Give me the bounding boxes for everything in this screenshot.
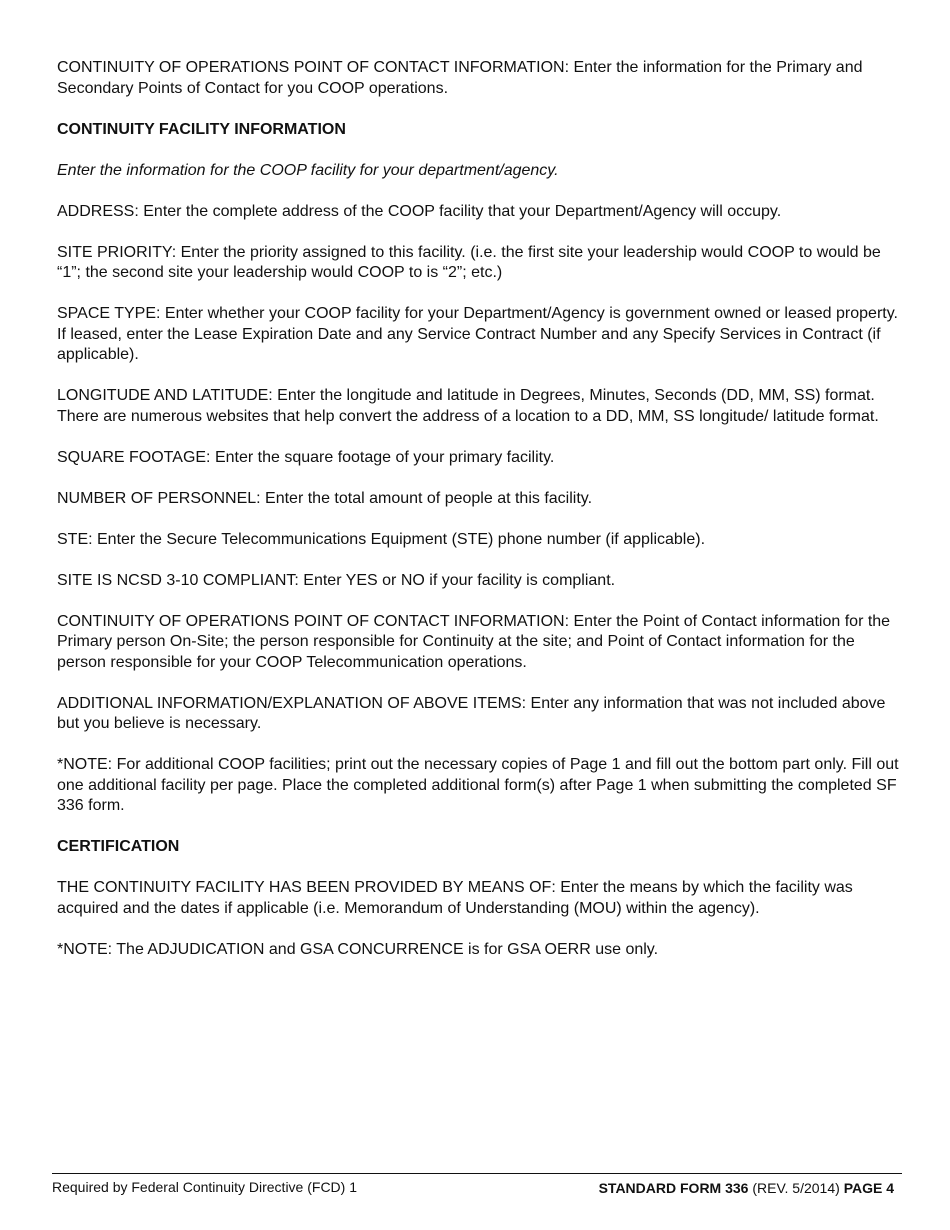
para-provided-by: THE CONTINUITY FACILITY HAS BEEN PROVIDED BY MEANS OF: Enter the means by which the facility was acquired and the dates if applicable (i.e. Memorandum of Understanding (MOU) within the agency).	[57, 879, 853, 917]
footer-revision: (REV. 5/2014)	[748, 1180, 844, 1196]
para-ncsd-compliant: SITE IS NCSD 3-10 COMPLIANT: Enter YES or NO if your facility is compliant.	[57, 571, 616, 589]
para-facility-intro: Enter the information for the COOP facility for your department/agency.	[57, 161, 559, 179]
para-address: ADDRESS: Enter the complete address of the COOP facility that your Department/Agency will occupy.	[57, 202, 782, 220]
para-ste: STE: Enter the Secure Telecommunications Equipment (STE) phone number (if applicable).	[57, 530, 706, 548]
para-note-adjudication: *NOTE: The ADJUDICATION and GSA CONCURRENCE is for GSA OERR use only.	[57, 940, 659, 958]
para-note-facilities: *NOTE: For additional COOP facilities; print out the necessary copies of Page 1 and fill out the bottom part only. Fill out one additional facility per page. Place the completed additional form(s) after Page 1 when submitting the completed SF 336 form.	[57, 756, 899, 814]
para-coop-poc-site: CONTINUITY OF OPERATIONS POINT OF CONTACT INFORMATION: Enter the Point of Contact information for the Primary person On-Site; the person responsible for Continuity at the site; and Point of Contact information for the person responsible for your COOP Telecommunication operations.	[57, 612, 891, 671]
para-square-footage: SQUARE FOOTAGE: Enter the square footage of your primary facility.	[57, 448, 555, 466]
para-number-of-personnel: NUMBER OF PERSONNEL: Enter the total amount of people at this facility.	[57, 489, 593, 507]
footer-form-id	[599, 1180, 894, 1196]
section-heading-certification: CERTIFICATION	[57, 838, 180, 855]
para-additional-info: ADDITIONAL INFORMATION/EXPLANATION OF ABOVE ITEMS: Enter any information that was not included above but you believe is necessary.	[57, 694, 886, 732]
footer-form-name: STANDARD FORM 336	[598, 1180, 749, 1196]
footer-divider	[52, 1173, 902, 1174]
section-heading-facility: CONTINUITY FACILITY INFORMATION	[57, 120, 346, 138]
para-coop-poc: CONTINUITY OF OPERATIONS POINT OF CONTACT INFORMATION: Enter the information for the Primary and Secondary Points of Contact for you COOP operations.	[57, 59, 863, 97]
footer-page-number: PAGE 4	[843, 1180, 894, 1196]
footer-directive: Required by Federal Continuity Directive (FCD) 1	[52, 1179, 357, 1195]
para-space-type: SPACE TYPE: Enter whether your COOP facility for your Department/Agency is government owned or leased property. If leased, enter the Lease Expiration Date and any Service Contract Number and any Specify Services in Contract (if applicable).	[57, 305, 898, 363]
para-site-priority: SITE PRIORITY: Enter the priority assigned to this facility. (i.e. the first site your leadership would COOP to would be “1”; the second site your leadership would COOP to is “2”; etc.)	[57, 243, 881, 281]
document-body	[57, 58, 905, 981]
para-longitude-latitude: LONGITUDE AND LATITUDE: Enter the longitude and latitude in Degrees, Minutes, Seconds (DD, MM, SS) format. There are numerous websites that help convert the address of a location to a DD, MM, SS longitude/ latitude format.	[57, 387, 879, 425]
